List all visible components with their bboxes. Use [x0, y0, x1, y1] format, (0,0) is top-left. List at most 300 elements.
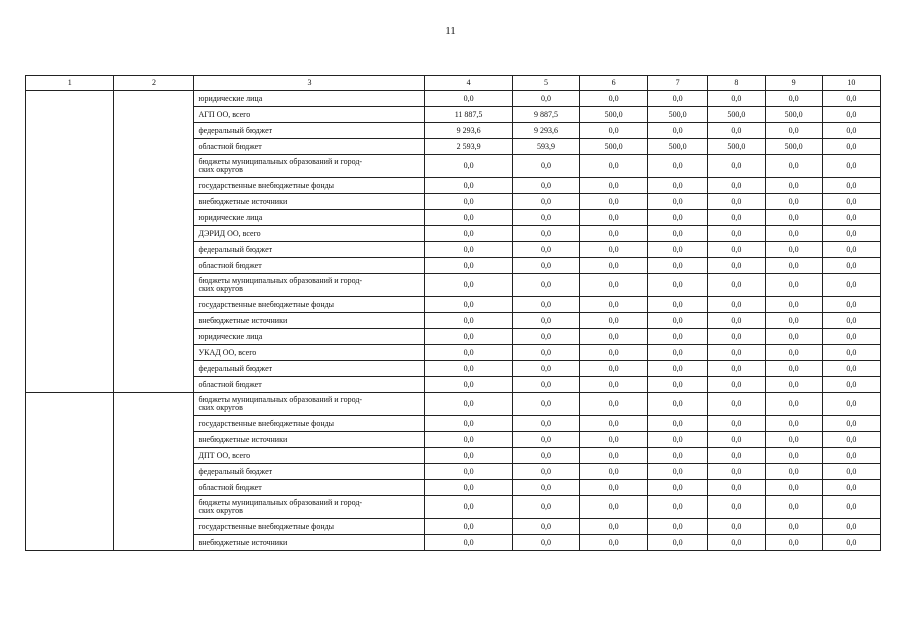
- value-cell: 500,0: [708, 107, 765, 123]
- row-label: бюджеты муниципальных образований и город- ских округов: [194, 274, 425, 297]
- value-cell: 0,0: [708, 496, 765, 519]
- blank-cell-col1: [26, 210, 114, 226]
- row-label: УКАД ОО, всего: [194, 345, 425, 361]
- table-row: [26, 329, 881, 345]
- blank-cell-col1: [26, 519, 114, 535]
- blank-cell-col2: [114, 107, 194, 123]
- value-cell: 0,0: [580, 155, 648, 178]
- column-header: 5: [512, 76, 580, 91]
- blank-cell-col2: [114, 242, 194, 258]
- value-cell: 0,0: [512, 361, 580, 377]
- value-cell: 0,0: [765, 91, 822, 107]
- value-cell: 0,0: [647, 91, 707, 107]
- value-cell: 0,0: [425, 226, 512, 242]
- value-cell: 0,0: [765, 345, 822, 361]
- value-cell: 0,0: [647, 274, 707, 297]
- row-label: ДПТ ОО, всего: [194, 448, 425, 464]
- value-cell: 0,0: [512, 464, 580, 480]
- value-cell: 0,0: [425, 464, 512, 480]
- value-cell: 0,0: [708, 464, 765, 480]
- row-label: областной бюджет: [194, 139, 425, 155]
- value-cell: 0,0: [647, 258, 707, 274]
- blank-cell-col2: [114, 226, 194, 242]
- value-cell: 0,0: [580, 329, 648, 345]
- blank-cell-col2: [114, 123, 194, 139]
- blank-cell-col2: [114, 155, 194, 178]
- value-cell: 0,0: [822, 496, 880, 519]
- value-cell: 0,0: [647, 416, 707, 432]
- blank-cell-col1: [26, 274, 114, 297]
- value-cell: 0,0: [580, 345, 648, 361]
- value-cell: 0,0: [425, 258, 512, 274]
- value-cell: 0,0: [512, 496, 580, 519]
- blank-cell-col2: [114, 91, 194, 107]
- value-cell: 0,0: [512, 258, 580, 274]
- row-label: областной бюджет: [194, 480, 425, 496]
- value-cell: 500,0: [647, 107, 707, 123]
- table-row: [26, 123, 881, 139]
- value-cell: 0,0: [822, 448, 880, 464]
- table-row: [26, 155, 881, 178]
- value-cell: 0,0: [425, 519, 512, 535]
- blank-cell-col2: [114, 361, 194, 377]
- value-cell: 0,0: [822, 178, 880, 194]
- value-cell: 0,0: [647, 535, 707, 551]
- value-cell: 0,0: [647, 377, 707, 393]
- value-cell: 0,0: [765, 416, 822, 432]
- value-cell: 0,0: [647, 496, 707, 519]
- value-cell: 0,0: [512, 416, 580, 432]
- blank-cell-col2: [114, 393, 194, 416]
- value-cell: 0,0: [708, 194, 765, 210]
- blank-cell-col1: [26, 91, 114, 107]
- blank-cell-col1: [26, 226, 114, 242]
- blank-cell-col2: [114, 297, 194, 313]
- value-cell: 0,0: [765, 393, 822, 416]
- blank-cell-col2: [114, 432, 194, 448]
- value-cell: 0,0: [512, 519, 580, 535]
- value-cell: 0,0: [425, 178, 512, 194]
- table-row: [26, 194, 881, 210]
- column-header: 4: [425, 76, 512, 91]
- value-cell: 0,0: [580, 464, 648, 480]
- value-cell: 0,0: [425, 361, 512, 377]
- table-row: [26, 91, 881, 107]
- value-cell: 0,0: [822, 242, 880, 258]
- value-cell: 0,0: [708, 226, 765, 242]
- blank-cell-col1: [26, 329, 114, 345]
- value-cell: 593,9: [512, 139, 580, 155]
- value-cell: 0,0: [708, 377, 765, 393]
- table-row: [26, 416, 881, 432]
- table-row: [26, 297, 881, 313]
- value-cell: 500,0: [765, 139, 822, 155]
- blank-cell-col2: [114, 416, 194, 432]
- blank-cell-col1: [26, 242, 114, 258]
- value-cell: 0,0: [512, 210, 580, 226]
- table-row: [26, 313, 881, 329]
- row-label: внебюджетные источники: [194, 194, 425, 210]
- value-cell: 0,0: [822, 535, 880, 551]
- value-cell: 0,0: [708, 535, 765, 551]
- blank-cell-col1: [26, 416, 114, 432]
- value-cell: 0,0: [708, 123, 765, 139]
- value-cell: 0,0: [425, 448, 512, 464]
- blank-cell-col1: [26, 123, 114, 139]
- value-cell: 0,0: [425, 480, 512, 496]
- value-cell: 0,0: [425, 210, 512, 226]
- value-cell: 0,0: [765, 242, 822, 258]
- blank-cell-col1: [26, 361, 114, 377]
- row-label: государственные внебюджетные фонды: [194, 178, 425, 194]
- blank-cell-col2: [114, 313, 194, 329]
- value-cell: 0,0: [647, 226, 707, 242]
- value-cell: 0,0: [765, 519, 822, 535]
- row-label: федеральный бюджет: [194, 123, 425, 139]
- value-cell: 0,0: [822, 194, 880, 210]
- value-cell: 0,0: [708, 432, 765, 448]
- value-cell: 0,0: [512, 91, 580, 107]
- value-cell: 0,0: [647, 297, 707, 313]
- value-cell: 0,0: [765, 178, 822, 194]
- value-cell: 0,0: [580, 274, 648, 297]
- value-cell: 9 293,6: [425, 123, 512, 139]
- blank-cell-col2: [114, 274, 194, 297]
- value-cell: 0,0: [765, 297, 822, 313]
- blank-cell-col1: [26, 496, 114, 519]
- blank-cell-col1: [26, 194, 114, 210]
- value-cell: 0,0: [765, 432, 822, 448]
- value-cell: 0,0: [580, 535, 648, 551]
- value-cell: 0,0: [512, 393, 580, 416]
- value-cell: 0,0: [822, 377, 880, 393]
- table-row: [26, 210, 881, 226]
- value-cell: 0,0: [708, 297, 765, 313]
- value-cell: 0,0: [765, 258, 822, 274]
- value-cell: 0,0: [765, 480, 822, 496]
- table-row: [26, 258, 881, 274]
- value-cell: 0,0: [708, 329, 765, 345]
- table-row: [26, 496, 881, 519]
- table-row: [26, 464, 881, 480]
- value-cell: 0,0: [647, 329, 707, 345]
- row-label: бюджеты муниципальных образований и город- ских округов: [194, 393, 425, 416]
- blank-cell-col1: [26, 155, 114, 178]
- blank-cell-col2: [114, 448, 194, 464]
- value-cell: 0,0: [512, 432, 580, 448]
- value-cell: 0,0: [580, 297, 648, 313]
- column-header: 7: [647, 76, 707, 91]
- value-cell: 0,0: [822, 361, 880, 377]
- value-cell: 0,0: [425, 329, 512, 345]
- value-cell: 0,0: [765, 377, 822, 393]
- value-cell: 0,0: [425, 194, 512, 210]
- value-cell: 0,0: [512, 345, 580, 361]
- value-cell: 0,0: [580, 178, 648, 194]
- value-cell: 0,0: [647, 155, 707, 178]
- value-cell: 0,0: [647, 393, 707, 416]
- value-cell: 0,0: [765, 274, 822, 297]
- row-label: федеральный бюджет: [194, 242, 425, 258]
- value-cell: 500,0: [708, 139, 765, 155]
- value-cell: 0,0: [512, 535, 580, 551]
- value-cell: 0,0: [647, 123, 707, 139]
- blank-cell-col1: [26, 313, 114, 329]
- blank-cell-col2: [114, 535, 194, 551]
- row-label: государственные внебюджетные фонды: [194, 297, 425, 313]
- value-cell: 0,0: [580, 377, 648, 393]
- blank-cell-col1: [26, 535, 114, 551]
- value-cell: 0,0: [708, 258, 765, 274]
- blank-cell-col2: [114, 519, 194, 535]
- blank-cell-col1: [26, 107, 114, 123]
- value-cell: 0,0: [765, 464, 822, 480]
- table-row: [26, 107, 881, 123]
- value-cell: 0,0: [647, 210, 707, 226]
- value-cell: 9 887,5: [512, 107, 580, 123]
- value-cell: 0,0: [512, 329, 580, 345]
- value-cell: 500,0: [647, 139, 707, 155]
- value-cell: 0,0: [512, 448, 580, 464]
- value-cell: 0,0: [512, 178, 580, 194]
- blank-cell-col1: [26, 345, 114, 361]
- value-cell: 0,0: [822, 274, 880, 297]
- blank-cell-col1: [26, 139, 114, 155]
- blank-cell-col2: [114, 377, 194, 393]
- value-cell: 0,0: [512, 274, 580, 297]
- table-row: [26, 535, 881, 551]
- value-cell: 2 593,9: [425, 139, 512, 155]
- value-cell: 0,0: [647, 313, 707, 329]
- table-row: [26, 139, 881, 155]
- value-cell: 0,0: [425, 297, 512, 313]
- value-cell: 0,0: [708, 155, 765, 178]
- value-cell: 0,0: [647, 194, 707, 210]
- value-cell: 0,0: [647, 464, 707, 480]
- value-cell: 0,0: [765, 535, 822, 551]
- value-cell: 0,0: [765, 448, 822, 464]
- table-row: [26, 274, 881, 297]
- table-row: [26, 226, 881, 242]
- blank-cell-col2: [114, 480, 194, 496]
- value-cell: 0,0: [580, 194, 648, 210]
- value-cell: 0,0: [822, 329, 880, 345]
- value-cell: 0,0: [580, 496, 648, 519]
- value-cell: 0,0: [647, 361, 707, 377]
- value-cell: 500,0: [765, 107, 822, 123]
- value-cell: 0,0: [425, 313, 512, 329]
- blank-cell-col2: [114, 464, 194, 480]
- row-label: внебюджетные источники: [194, 432, 425, 448]
- value-cell: 0,0: [822, 155, 880, 178]
- value-cell: 0,0: [822, 345, 880, 361]
- value-cell: 0,0: [425, 91, 512, 107]
- blank-cell-col2: [114, 178, 194, 194]
- table-body: [26, 91, 881, 551]
- value-cell: 0,0: [580, 480, 648, 496]
- table-row: [26, 242, 881, 258]
- value-cell: 0,0: [822, 91, 880, 107]
- blank-cell-col2: [114, 258, 194, 274]
- value-cell: 0,0: [425, 416, 512, 432]
- value-cell: 0,0: [822, 258, 880, 274]
- value-cell: 0,0: [512, 480, 580, 496]
- row-label: внебюджетные источники: [194, 313, 425, 329]
- blank-cell-col1: [26, 464, 114, 480]
- value-cell: 0,0: [647, 432, 707, 448]
- blank-cell-col1: [26, 377, 114, 393]
- value-cell: 0,0: [512, 377, 580, 393]
- blank-cell-col1: [26, 480, 114, 496]
- value-cell: 500,0: [580, 107, 648, 123]
- value-cell: 0,0: [647, 345, 707, 361]
- value-cell: 0,0: [580, 361, 648, 377]
- page-number: 11: [445, 25, 456, 37]
- column-header: 8: [708, 76, 765, 91]
- value-cell: 0,0: [765, 226, 822, 242]
- column-header: 1: [26, 76, 114, 91]
- value-cell: 0,0: [580, 258, 648, 274]
- blank-cell-col1: [26, 393, 114, 416]
- value-cell: 0,0: [765, 496, 822, 519]
- value-cell: 0,0: [512, 226, 580, 242]
- table-row: [26, 448, 881, 464]
- value-cell: 0,0: [708, 178, 765, 194]
- value-cell: 0,0: [580, 416, 648, 432]
- blank-cell-col2: [114, 194, 194, 210]
- blank-cell-col2: [114, 139, 194, 155]
- value-cell: 0,0: [580, 519, 648, 535]
- value-cell: 0,0: [708, 313, 765, 329]
- row-label: федеральный бюджет: [194, 464, 425, 480]
- value-cell: 0,0: [822, 123, 880, 139]
- value-cell: 0,0: [822, 210, 880, 226]
- value-cell: 0,0: [580, 123, 648, 139]
- value-cell: 0,0: [765, 123, 822, 139]
- row-label: внебюджетные источники: [194, 535, 425, 551]
- blank-cell-col2: [114, 329, 194, 345]
- value-cell: 0,0: [425, 496, 512, 519]
- table-row: [26, 361, 881, 377]
- value-cell: 0,0: [822, 519, 880, 535]
- table-row: [26, 519, 881, 535]
- value-cell: 0,0: [822, 107, 880, 123]
- value-cell: 0,0: [425, 274, 512, 297]
- table-row: [26, 377, 881, 393]
- value-cell: 0,0: [580, 432, 648, 448]
- budget-table: [25, 75, 881, 551]
- value-cell: 0,0: [708, 448, 765, 464]
- value-cell: 0,0: [647, 519, 707, 535]
- blank-cell-col1: [26, 297, 114, 313]
- value-cell: 0,0: [708, 91, 765, 107]
- blank-cell-col1: [26, 432, 114, 448]
- value-cell: 0,0: [765, 329, 822, 345]
- column-header: 3: [194, 76, 425, 91]
- value-cell: 0,0: [425, 242, 512, 258]
- value-cell: 0,0: [512, 297, 580, 313]
- value-cell: 0,0: [708, 345, 765, 361]
- column-header: 9: [765, 76, 822, 91]
- value-cell: 0,0: [822, 464, 880, 480]
- value-cell: 0,0: [580, 226, 648, 242]
- blank-cell-col2: [114, 210, 194, 226]
- table-row: [26, 393, 881, 416]
- value-cell: 0,0: [425, 393, 512, 416]
- blank-cell-col2: [114, 496, 194, 519]
- row-label: федеральный бюджет: [194, 361, 425, 377]
- column-header: 10: [822, 76, 880, 91]
- column-header: 6: [580, 76, 648, 91]
- value-cell: 0,0: [580, 91, 648, 107]
- value-cell: 0,0: [425, 377, 512, 393]
- value-cell: 0,0: [708, 210, 765, 226]
- row-label: ДЭРИД ОО, всего: [194, 226, 425, 242]
- value-cell: 0,0: [822, 393, 880, 416]
- table-row: [26, 345, 881, 361]
- row-label: областной бюджет: [194, 377, 425, 393]
- table-row: [26, 178, 881, 194]
- row-label: бюджеты муниципальных образований и город- ских округов: [194, 155, 425, 178]
- column-header: 2: [114, 76, 194, 91]
- value-cell: 0,0: [512, 313, 580, 329]
- value-cell: 0,0: [822, 416, 880, 432]
- row-label: областной бюджет: [194, 258, 425, 274]
- value-cell: 500,0: [580, 139, 648, 155]
- value-cell: 0,0: [708, 480, 765, 496]
- blank-cell-col1: [26, 448, 114, 464]
- row-label: юридические лица: [194, 210, 425, 226]
- row-label: бюджеты муниципальных образований и город- ских округов: [194, 496, 425, 519]
- value-cell: 0,0: [822, 432, 880, 448]
- value-cell: 0,0: [765, 155, 822, 178]
- column-number-row: [26, 76, 881, 91]
- row-label: государственные внебюджетные фонды: [194, 519, 425, 535]
- value-cell: 0,0: [647, 448, 707, 464]
- value-cell: 0,0: [425, 432, 512, 448]
- value-cell: 0,0: [647, 178, 707, 194]
- value-cell: 0,0: [425, 155, 512, 178]
- value-cell: 0,0: [708, 416, 765, 432]
- value-cell: 0,0: [512, 242, 580, 258]
- value-cell: 0,0: [425, 535, 512, 551]
- value-cell: 0,0: [822, 313, 880, 329]
- blank-cell-col1: [26, 258, 114, 274]
- value-cell: 0,0: [822, 480, 880, 496]
- value-cell: 0,0: [765, 194, 822, 210]
- row-label: юридические лица: [194, 329, 425, 345]
- value-cell: 0,0: [822, 139, 880, 155]
- value-cell: 0,0: [822, 297, 880, 313]
- row-label: АГП ОО, всего: [194, 107, 425, 123]
- blank-cell-col2: [114, 345, 194, 361]
- blank-cell-col1: [26, 178, 114, 194]
- value-cell: 0,0: [708, 361, 765, 377]
- value-cell: 0,0: [580, 313, 648, 329]
- row-label: юридические лица: [194, 91, 425, 107]
- value-cell: 0,0: [708, 393, 765, 416]
- value-cell: 0,0: [765, 210, 822, 226]
- value-cell: 0,0: [647, 480, 707, 496]
- value-cell: 0,0: [765, 361, 822, 377]
- value-cell: 0,0: [580, 448, 648, 464]
- value-cell: 0,0: [580, 242, 648, 258]
- value-cell: 11 887,5: [425, 107, 512, 123]
- value-cell: 0,0: [512, 194, 580, 210]
- table-row: [26, 480, 881, 496]
- row-label: государственные внебюджетные фонды: [194, 416, 425, 432]
- value-cell: 0,0: [708, 242, 765, 258]
